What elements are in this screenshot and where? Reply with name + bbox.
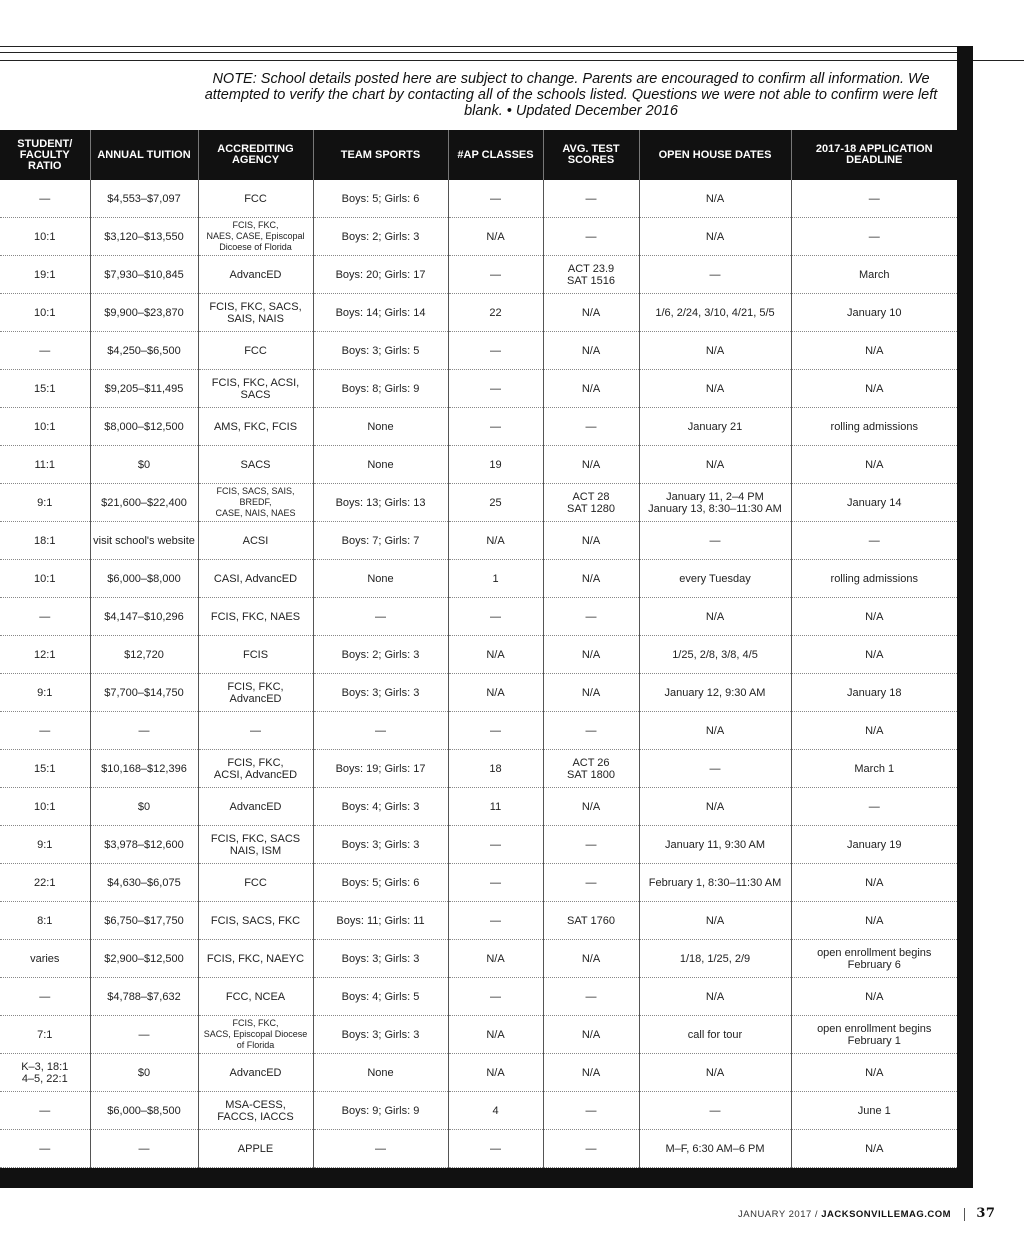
cell-ap-classes: — [448,180,543,218]
cell-ap-classes: — [448,408,543,446]
cell-ap-classes: N/A [448,1016,543,1054]
cell-open-house: February 1, 8:30–11:30 AM [639,864,791,902]
cell-application-deadline: — [791,522,957,560]
cell-accrediting-agency: FCIS, SACS, SAIS, BREDF, CASE, NAIS, NAES [198,484,313,522]
table-row [0,560,957,598]
cell-application-deadline: June 1 [791,1092,957,1130]
cell-application-deadline: N/A [791,332,957,370]
cell-tuition: $7,930–$10,845 [90,256,198,294]
cell-accrediting-agency: FCIS, FKC, ACSI, SACS [198,370,313,408]
cell-tuition: $6,000–$8,000 [90,560,198,598]
cell-accrediting-agency: AdvancED [198,1054,313,1092]
cell-ap-classes: 11 [448,788,543,826]
cell-test-scores: N/A [543,522,639,560]
cell-ap-classes: N/A [448,636,543,674]
cell-test-scores: N/A [543,1054,639,1092]
table-row [0,598,957,636]
cell-test-scores: N/A [543,294,639,332]
cell-team-sports: Boys: 20; Girls: 17 [313,256,448,294]
school-comparison-table [0,130,957,1168]
table-row [0,446,957,484]
cell-ap-classes: 18 [448,750,543,788]
cell-accrediting-agency: FCC [198,180,313,218]
cell-tuition: visit school's website [90,522,198,560]
cell-tuition: $10,168–$12,396 [90,750,198,788]
cell-team-sports: None [313,1054,448,1092]
header-team-sports: TEAM SPORTS [313,130,448,180]
cell-application-deadline: N/A [791,712,957,750]
cell-ratio: 9:1 [0,826,90,864]
cell-ratio: — [0,712,90,750]
cell-ap-classes: 19 [448,446,543,484]
cell-accrediting-agency: SACS [198,446,313,484]
cell-tuition: $0 [90,788,198,826]
cell-ratio: — [0,1130,90,1168]
cell-application-deadline: — [791,180,957,218]
cell-team-sports: Boys: 7; Girls: 7 [313,522,448,560]
cell-application-deadline: open enrollment begins February 6 [791,940,957,978]
cell-application-deadline: March [791,256,957,294]
cell-application-deadline: open enrollment begins February 1 [791,1016,957,1054]
cell-open-house: — [639,1092,791,1130]
cell-application-deadline: N/A [791,864,957,902]
cell-tuition: $4,788–$7,632 [90,978,198,1016]
cell-application-deadline: March 1 [791,750,957,788]
cell-tuition: $21,600–$22,400 [90,484,198,522]
cell-ratio: K–3, 18:1 4–5, 22:1 [0,1054,90,1092]
header-application-deadline: 2017-18 APPLICATION DEADLINE [791,130,957,180]
cell-ap-classes: — [448,826,543,864]
cell-tuition: $8,000–$12,500 [90,408,198,446]
cell-team-sports: Boys: 3; Girls: 3 [313,1016,448,1054]
cell-ap-classes: N/A [448,1054,543,1092]
cell-ratio: 19:1 [0,256,90,294]
cell-ratio: 7:1 [0,1016,90,1054]
cell-ap-classes: — [448,256,543,294]
cell-application-deadline: rolling admissions [791,408,957,446]
page-number: 37 [976,1206,996,1221]
table-header-row [0,130,957,180]
table-row [0,180,957,218]
cell-accrediting-agency: ACSI [198,522,313,560]
table-row [0,256,957,294]
cell-application-deadline: N/A [791,978,957,1016]
cell-team-sports: Boys: 3; Girls: 5 [313,332,448,370]
cell-tuition: $6,750–$17,750 [90,902,198,940]
cell-accrediting-agency: AMS, FKC, FCIS [198,408,313,446]
cell-test-scores: — [543,218,639,256]
cell-ap-classes: N/A [448,940,543,978]
cell-ap-classes: — [448,598,543,636]
cell-open-house: N/A [639,712,791,750]
cell-test-scores: — [543,1130,639,1168]
cell-test-scores: N/A [543,674,639,712]
table-row [0,1130,957,1168]
cell-test-scores: — [543,598,639,636]
cell-open-house: — [639,750,791,788]
cell-test-scores: N/A [543,788,639,826]
top-rule [0,52,972,53]
cell-ratio: 15:1 [0,370,90,408]
cell-ratio: 15:1 [0,750,90,788]
cell-test-scores: — [543,978,639,1016]
cell-ratio: — [0,598,90,636]
top-rule [0,60,1024,61]
cell-ratio: 10:1 [0,408,90,446]
disclaimer-note: NOTE: School details posted here are subject to change. Parents are encouraged to confirm all information. We attempted to verify the chart by contacting all of the schools listed. Questions we were not able to confirm were left blank. • Updated December 2016 [204,71,938,119]
cell-ap-classes: 25 [448,484,543,522]
cell-team-sports: — [313,1130,448,1168]
table-row [0,674,957,712]
table-row [0,408,957,446]
cell-ratio: — [0,1092,90,1130]
cell-tuition: $4,147–$10,296 [90,598,198,636]
table-row [0,750,957,788]
cell-team-sports: — [313,598,448,636]
cell-accrediting-agency: FCIS, FKC, NAES [198,598,313,636]
table-row [0,522,957,560]
cell-test-scores: N/A [543,446,639,484]
cell-open-house: January 12, 9:30 AM [639,674,791,712]
cell-open-house: — [639,522,791,560]
cell-ap-classes: — [448,1130,543,1168]
cell-test-scores: N/A [543,332,639,370]
cell-team-sports: Boys: 3; Girls: 3 [313,674,448,712]
cell-team-sports: Boys: 4; Girls: 3 [313,788,448,826]
cell-application-deadline: N/A [791,902,957,940]
table-row [0,484,957,522]
cell-tuition: $3,120–$13,550 [90,218,198,256]
cell-team-sports: Boys: 2; Girls: 3 [313,218,448,256]
cell-team-sports: Boys: 5; Girls: 6 [313,864,448,902]
table-body [0,180,957,1168]
cell-tuition: $4,250–$6,500 [90,332,198,370]
cell-ratio: varies [0,940,90,978]
cell-team-sports: Boys: 19; Girls: 17 [313,750,448,788]
cell-test-scores: — [543,864,639,902]
cell-accrediting-agency: — [198,712,313,750]
cell-test-scores: — [543,1092,639,1130]
cell-ap-classes: N/A [448,218,543,256]
cell-team-sports: Boys: 4; Girls: 5 [313,978,448,1016]
cell-test-scores: N/A [543,940,639,978]
cell-open-house: — [639,256,791,294]
header-accrediting-agency: ACCREDITING AGENCY [198,130,313,180]
cell-ratio: 22:1 [0,864,90,902]
cell-application-deadline: N/A [791,1054,957,1092]
cell-accrediting-agency: AdvancED [198,788,313,826]
cell-ratio: 9:1 [0,484,90,522]
cell-open-house: 1/25, 2/8, 3/8, 4/5 [639,636,791,674]
cell-accrediting-agency: APPLE [198,1130,313,1168]
cell-open-house: call for tour [639,1016,791,1054]
cell-open-house: 1/6, 2/24, 3/10, 4/21, 5/5 [639,294,791,332]
footer-site: JACKSONVILLEMAG.COM [821,1209,952,1220]
cell-ratio: — [0,978,90,1016]
cell-team-sports: None [313,560,448,598]
cell-test-scores: ACT 26 SAT 1800 [543,750,639,788]
cell-accrediting-agency: FCC [198,864,313,902]
header-ratio: STUDENT/ FACULTY RATIO [0,130,90,180]
table-row [0,218,957,256]
header-tuition: ANNUAL TUITION [90,130,198,180]
cell-test-scores: — [543,408,639,446]
cell-test-scores: N/A [543,1016,639,1054]
cell-ratio: 12:1 [0,636,90,674]
cell-open-house: January 11, 2–4 PM January 13, 8:30–11:30 AM [639,484,791,522]
cell-open-house: every Tuesday [639,560,791,598]
cell-ap-classes: — [448,902,543,940]
cell-ratio: — [0,180,90,218]
cell-open-house: N/A [639,902,791,940]
cell-accrediting-agency: FCIS, FKC, NAES, CASE, Episcopal Dicoese of Florida [198,218,313,256]
cell-tuition: $0 [90,446,198,484]
bottom-edge-bar [0,1168,973,1188]
cell-ap-classes: 22 [448,294,543,332]
cell-ap-classes: — [448,370,543,408]
cell-accrediting-agency: CASI, AdvancED [198,560,313,598]
cell-tuition: $3,978–$12,600 [90,826,198,864]
cell-team-sports: None [313,446,448,484]
table-row [0,1092,957,1130]
cell-ratio: 9:1 [0,674,90,712]
cell-application-deadline: N/A [791,1130,957,1168]
cell-ap-classes: 1 [448,560,543,598]
cell-application-deadline: — [791,218,957,256]
cell-accrediting-agency: FCIS, SACS, FKC [198,902,313,940]
cell-open-house: N/A [639,370,791,408]
table-row [0,1016,957,1054]
table-row [0,636,957,674]
cell-team-sports: Boys: 9; Girls: 9 [313,1092,448,1130]
cell-open-house: N/A [639,788,791,826]
cell-team-sports: Boys: 5; Girls: 6 [313,180,448,218]
cell-open-house: N/A [639,978,791,1016]
table-row [0,902,957,940]
table-row [0,332,957,370]
cell-open-house: N/A [639,180,791,218]
cell-ratio: 10:1 [0,788,90,826]
cell-tuition: $7,700–$14,750 [90,674,198,712]
table-row [0,712,957,750]
cell-test-scores: — [543,180,639,218]
cell-open-house: N/A [639,598,791,636]
cell-team-sports: Boys: 8; Girls: 9 [313,370,448,408]
cell-accrediting-agency: FCIS, FKC, NAEYC [198,940,313,978]
cell-tuition: $6,000–$8,500 [90,1092,198,1130]
cell-ratio: 8:1 [0,902,90,940]
cell-test-scores: — [543,712,639,750]
table-row [0,864,957,902]
cell-ratio: 10:1 [0,218,90,256]
top-rule [0,46,972,47]
cell-test-scores: N/A [543,560,639,598]
cell-ratio: 18:1 [0,522,90,560]
cell-team-sports: Boys: 3; Girls: 3 [313,826,448,864]
page-footer [738,1206,995,1221]
cell-tuition: $4,553–$7,097 [90,180,198,218]
footer-divider [964,1208,965,1221]
cell-ratio: 10:1 [0,294,90,332]
table-row [0,826,957,864]
table-row [0,370,957,408]
cell-ap-classes: 4 [448,1092,543,1130]
cell-accrediting-agency: AdvancED [198,256,313,294]
cell-test-scores: SAT 1760 [543,902,639,940]
cell-ap-classes: N/A [448,522,543,560]
cell-application-deadline: rolling admissions [791,560,957,598]
cell-accrediting-agency: FCC [198,332,313,370]
cell-accrediting-agency: FCIS, FKC, AdvancED [198,674,313,712]
cell-team-sports: Boys: 2; Girls: 3 [313,636,448,674]
cell-team-sports: Boys: 3; Girls: 3 [313,940,448,978]
cell-application-deadline: N/A [791,446,957,484]
cell-accrediting-agency: FCIS, FKC, SACS, Episcopal Diocese of Florida [198,1016,313,1054]
cell-test-scores: — [543,826,639,864]
cell-application-deadline: N/A [791,370,957,408]
cell-open-house: 1/18, 1/25, 2/9 [639,940,791,978]
cell-team-sports: Boys: 14; Girls: 14 [313,294,448,332]
cell-tuition: $9,205–$11,495 [90,370,198,408]
cell-application-deadline: N/A [791,598,957,636]
cell-ratio: 10:1 [0,560,90,598]
cell-test-scores: ACT 23.9 SAT 1516 [543,256,639,294]
cell-tuition: $0 [90,1054,198,1092]
cell-application-deadline: January 18 [791,674,957,712]
cell-tuition: $12,720 [90,636,198,674]
table-row [0,940,957,978]
cell-ap-classes: — [448,864,543,902]
cell-tuition: $4,630–$6,075 [90,864,198,902]
cell-accrediting-agency: FCIS [198,636,313,674]
cell-test-scores: ACT 28 SAT 1280 [543,484,639,522]
cell-ap-classes: N/A [448,674,543,712]
cell-tuition: — [90,712,198,750]
cell-open-house: January 21 [639,408,791,446]
cell-application-deadline: January 14 [791,484,957,522]
cell-team-sports: None [313,408,448,446]
table-row [0,788,957,826]
header-test-scores: AVG. TEST SCORES [543,130,639,180]
cell-tuition: $9,900–$23,870 [90,294,198,332]
cell-accrediting-agency: FCIS, FKC, SACS, SAIS, NAIS [198,294,313,332]
cell-team-sports: Boys: 13; Girls: 13 [313,484,448,522]
cell-ap-classes: — [448,712,543,750]
cell-accrediting-agency: FCIS, FKC, SACS NAIS, ISM [198,826,313,864]
cell-test-scores: N/A [543,370,639,408]
cell-accrediting-agency: MSA-CESS, FACCS, IACCS [198,1092,313,1130]
cell-ap-classes: — [448,332,543,370]
right-edge-bar [957,46,973,1188]
cell-open-house: M–F, 6:30 AM–6 PM [639,1130,791,1168]
footer-issue: JANUARY 2017 / [738,1209,819,1220]
cell-team-sports: — [313,712,448,750]
table-row [0,978,957,1016]
cell-application-deadline: N/A [791,636,957,674]
cell-accrediting-agency: FCC, NCEA [198,978,313,1016]
cell-application-deadline: — [791,788,957,826]
cell-tuition: — [90,1130,198,1168]
cell-ratio: — [0,332,90,370]
header-open-house: OPEN HOUSE DATES [639,130,791,180]
cell-application-deadline: January 10 [791,294,957,332]
cell-open-house: January 11, 9:30 AM [639,826,791,864]
cell-team-sports: Boys: 11; Girls: 11 [313,902,448,940]
cell-open-house: N/A [639,446,791,484]
cell-application-deadline: January 19 [791,826,957,864]
cell-ap-classes: — [448,978,543,1016]
cell-open-house: N/A [639,332,791,370]
cell-open-house: N/A [639,1054,791,1092]
cell-tuition: — [90,1016,198,1054]
table-row [0,1054,957,1092]
header-ap-classes: #AP CLASSES [448,130,543,180]
cell-tuition: $2,900–$12,500 [90,940,198,978]
cell-test-scores: N/A [543,636,639,674]
cell-open-house: N/A [639,218,791,256]
cell-accrediting-agency: FCIS, FKC, ACSI, AdvancED [198,750,313,788]
table-row [0,294,957,332]
cell-ratio: 11:1 [0,446,90,484]
